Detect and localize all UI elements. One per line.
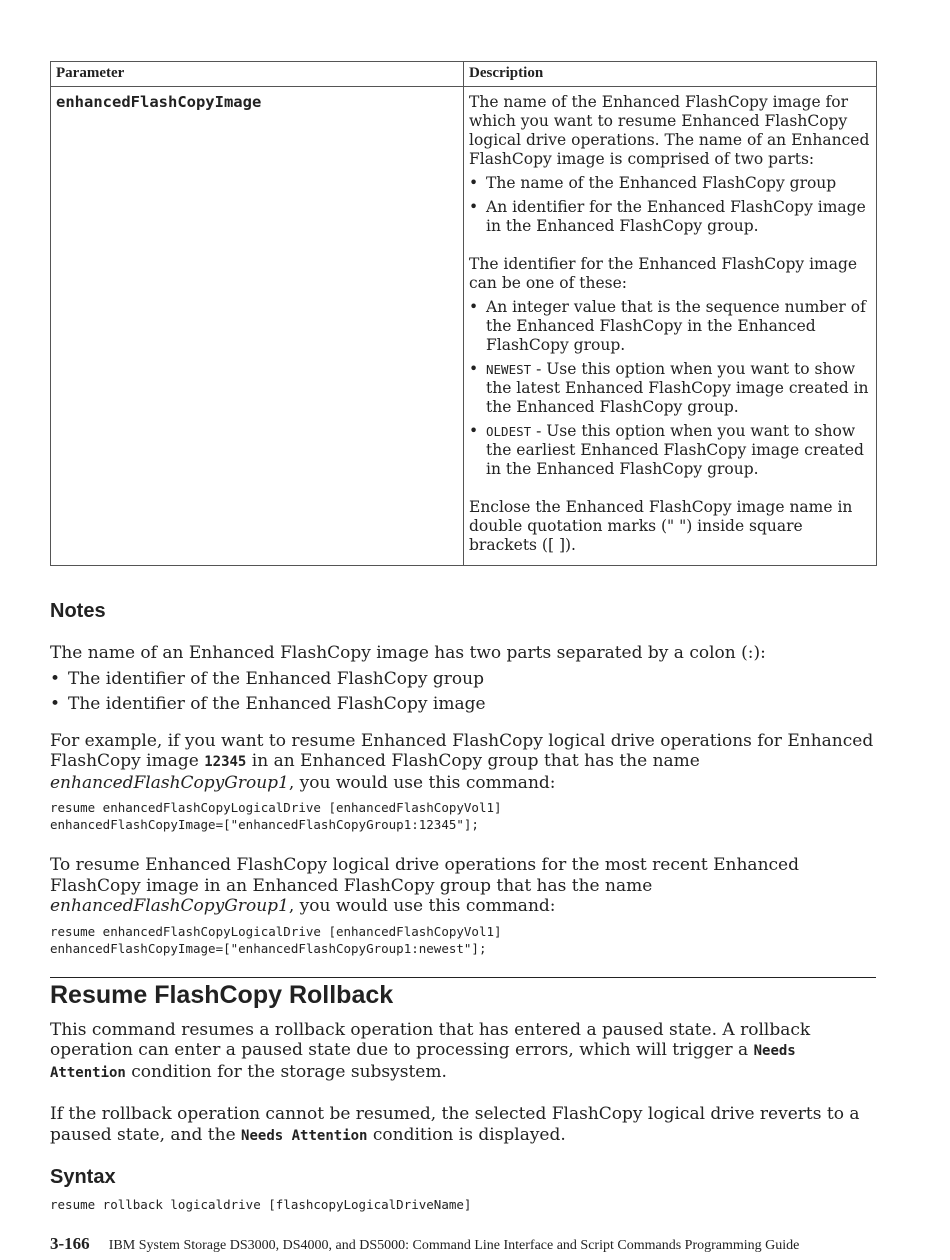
bullet-icon: •: [50, 694, 61, 714]
example-image-number: 12345: [204, 754, 247, 770]
page-content: [50, 61, 876, 1213]
notes-heading: Notes: [50, 600, 106, 622]
notes-intro: The name of an Enhanced FlashCopy image has two parts separated by a colon (:):: [50, 643, 766, 663]
example-group-name: enhancedFlashCopyGroup1: [50, 772, 289, 793]
example-group-name: enhancedFlashCopyGroup1: [50, 896, 289, 916]
name-parts-list: [469, 174, 871, 236]
description-intro: The name of the Enhanced FlashCopy image for which you want to resume Enhanced FlashCopy logical drive operations. The name of an Enhanced FlashCopy image is comprised of two parts:: [469, 93, 870, 168]
table-row: [51, 87, 877, 566]
list-item: • An identifier for the Enhanced FlashCopy image in the Enhanced FlashCopy group.: [469, 198, 866, 235]
rollback-description: This command resumes a rollback operation that has entered a paused state. A rollback operation can enter a paused state due to processing errors, which will trigger a Needs Attention condition for the storage subsystem.: [50, 1019, 811, 1082]
parameter-description: [464, 87, 877, 566]
column-header-description: Description: [464, 62, 877, 87]
syntax-heading: Syntax: [50, 1166, 116, 1188]
rollback-failure-note: If the rollback operation cannot be resumed, the selected FlashCopy logical drive reverts to a paused state, and the Needs Attention condition is displayed.: [50, 1104, 860, 1145]
oldest-keyword: OLDEST: [486, 424, 532, 439]
list-item: • NEWEST - Use this option when you want to show the latest Enhanced FlashCopy image created in the Enhanced FlashCopy group.: [469, 360, 869, 416]
example-2-code: resume enhancedFlashCopyLogicalDrive [enhancedFlashCopyVol1] enhancedFlashCopyImage=["enhancedFlashCopyGroup1:newest"];: [50, 923, 502, 956]
list-item: • An integer value that is the sequence number of the Enhanced FlashCopy in the Enhanced FlashCopy group.: [469, 298, 866, 354]
list-item: • The name of the Enhanced FlashCopy group: [469, 174, 837, 192]
list-item: • OLDEST - Use this option when you want to show the earliest Enhanced FlashCopy image created in the Enhanced FlashCopy group.: [469, 422, 864, 478]
bullet-icon: •: [469, 174, 479, 192]
needs-attention-term: Needs Attention: [241, 1127, 368, 1144]
parameter-name: enhancedFlashCopyImage: [51, 87, 464, 566]
syntax-code: resume rollback logicaldrive [flashcopyLogicalDriveName]: [50, 1197, 472, 1212]
needs-attention-term: Needs Attention: [50, 1043, 796, 1081]
identifier-options-list: [469, 298, 871, 479]
parameter-table: [50, 61, 877, 566]
identifier-intro: The identifier for the Enhanced FlashCopy image can be one of these:: [469, 255, 858, 292]
bullet-icon: •: [50, 668, 61, 689]
example-2-text: To resume Enhanced FlashCopy logical drive operations for the most recent Enhanced FlashCopy image in an Enhanced FlashCopy group that has the name enhancedFlashCopyGroup1, you would use this command:: [50, 855, 799, 916]
example-1-text: For example, if you want to resume Enhanced FlashCopy logical drive operations for Enhanced FlashCopy image 12345 in an Enhanced FlashCopy group that has the name enhancedFlashCopyGroup1, you would use this command:: [50, 730, 874, 793]
column-header-parameter: Parameter: [51, 62, 464, 87]
bullet-icon: •: [469, 360, 479, 378]
notes-list: [50, 669, 876, 715]
page-number: 3-166: [50, 1234, 90, 1253]
section-title: Resume FlashCopy Rollback: [50, 980, 394, 1009]
bullet-icon: •: [469, 198, 479, 216]
list-item: • The identifier of the Enhanced FlashCopy image: [50, 694, 486, 714]
enclose-note: Enclose the Enhanced FlashCopy image name in double quotation marks (" ") inside square brackets ([ ]).: [469, 498, 853, 554]
example-1-code: resume enhancedFlashCopyLogicalDrive [enhancedFlashCopyVol1] enhancedFlashCopyImage=["enhancedFlashCopyGroup1:12345"];: [50, 800, 502, 832]
book-title: IBM System Storage DS3000, DS4000, and DS5000: Command Line Interface and Script Commands Programming Guide: [108, 1238, 800, 1253]
bullet-icon: •: [469, 298, 479, 316]
bullet-icon: •: [469, 422, 479, 440]
table-header-row: [51, 62, 877, 87]
page-footer: [50, 1234, 900, 1254]
list-item: • The identifier of the Enhanced FlashCopy group: [50, 668, 484, 689]
section-divider: [50, 977, 876, 978]
newest-keyword: NEWEST: [486, 362, 532, 377]
